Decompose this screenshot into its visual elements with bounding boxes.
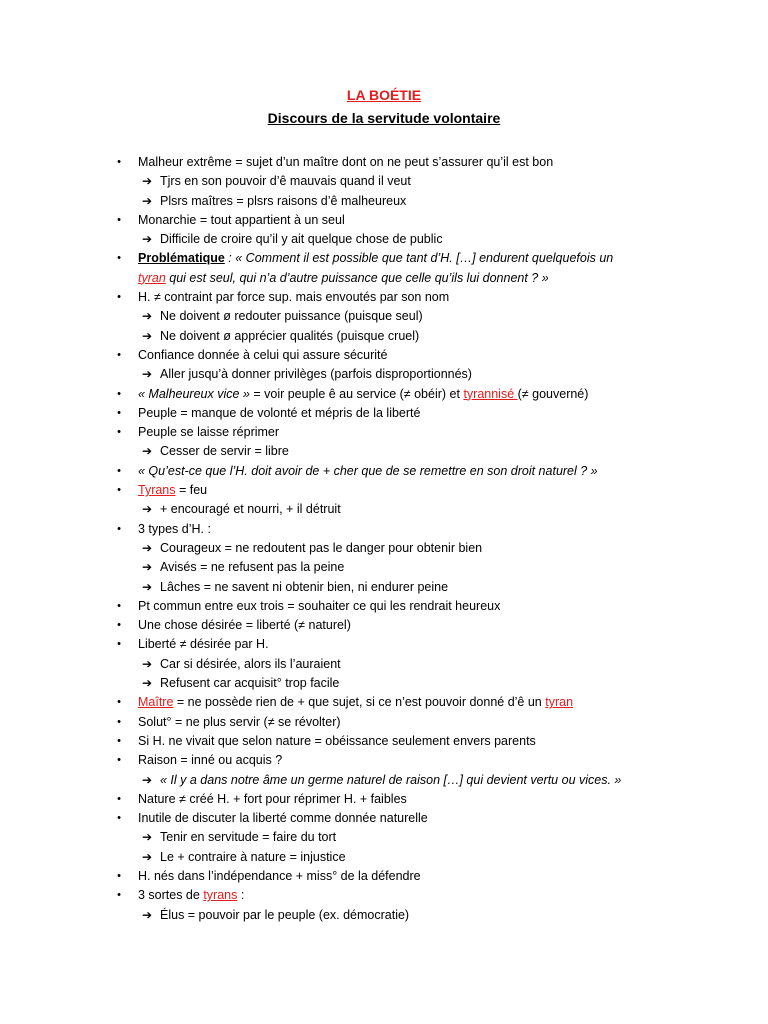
bullet-icon: • (117, 464, 121, 477)
subitem-text: Avisés = ne refusent pas la peine (160, 560, 345, 575)
list-subitem (0, 365, 768, 384)
subitem-text: Ne doivent ø apprécier qualités (puisque cruel) (160, 328, 420, 343)
arrow-right-icon: ➔ (141, 830, 153, 845)
list-subitem (0, 307, 768, 326)
item-text: Confiance donnée à celui qui assure sécurité (138, 347, 388, 362)
subitem-text: Car si désirée, alors ils l’auraient (160, 656, 341, 671)
item-text-part: = feu (175, 483, 208, 498)
item-text: Peuple se laisse réprimer (138, 425, 280, 440)
subitem-text: Courageux = ne redoutent pas le danger pour obtenir bien (160, 540, 483, 555)
item-text-part: = voir peuple ê au service (≠ obéir) et (249, 386, 464, 401)
item-text: H. nés dans l’indépendance + miss° de la défendre (138, 868, 421, 883)
item-text (138, 886, 244, 905)
list-item (0, 867, 768, 886)
list-item (0, 288, 768, 307)
item-text: Si H. ne vivait que selon nature = obéissance seulement envers parents (138, 733, 536, 748)
subitem-text: Élus = pouvoir par le peuple (ex. démocratie) (160, 907, 410, 922)
list-item (0, 751, 768, 770)
list-item (0, 732, 768, 751)
item-text: H. ≠ contraint par force sup. mais envoutés par son nom (138, 290, 450, 305)
arrow-right-icon: ➔ (141, 849, 153, 864)
list-subitem (0, 192, 768, 211)
item-text: 3 types d’H. : (138, 521, 211, 536)
arrow-right-icon: ➔ (141, 907, 153, 922)
arrow-right-icon: ➔ (141, 309, 153, 324)
arrow-right-icon: ➔ (141, 328, 153, 343)
bullet-icon: • (117, 426, 121, 439)
list-item (0, 346, 768, 365)
item-text-part: (≠ gouverné) (517, 386, 589, 401)
arrow-right-icon: ➔ (141, 502, 153, 517)
list-item (0, 713, 768, 732)
bullet-icon: • (117, 156, 121, 168)
quote-text: : « Comment il est possible que tant d’H. […] endurent quelquefois un (224, 251, 614, 266)
keyword-tyran: tyran (138, 270, 166, 285)
notes-list (0, 153, 768, 925)
arrow-right-icon: ➔ (141, 444, 153, 459)
bullet-icon: • (117, 734, 121, 747)
subitem-text: Tjrs en son pouvoir d’ê mauvais quand il veut (160, 174, 411, 189)
item-text (138, 481, 207, 500)
list-subitem (0, 230, 768, 249)
list-item (0, 520, 768, 539)
list-item (0, 481, 768, 500)
list-item (0, 462, 768, 481)
list-item (0, 635, 768, 654)
subitem-text: Aller jusqu’à donner privilèges (parfois disproportionnés) (160, 367, 472, 382)
keyword-tyrans: tyrans (203, 888, 238, 903)
keyword-maitre: Maître (138, 695, 174, 710)
list-item (0, 249, 768, 268)
subitem-text: Lâches = ne savent ni obtenir bien, ni endurer peine (160, 579, 449, 594)
list-item (0, 385, 768, 404)
list-subitem (0, 906, 768, 925)
subitem-text: Plsrs maîtres = plsrs raisons d’ê malheureux (160, 193, 407, 208)
item-text (138, 249, 613, 268)
bullet-icon: • (117, 754, 121, 767)
item-text: Pt commun entre eux trois = souhaiter ce qui les rendrait heureux (138, 598, 501, 613)
list-item (0, 693, 768, 712)
list-subitem (0, 442, 768, 461)
document-subtitle: Discours de la servitude volontaire (267, 110, 501, 126)
bullet-icon: • (117, 812, 121, 825)
keyword-tyrannise: tyrannisé (463, 386, 518, 401)
bullet-icon: • (117, 387, 121, 400)
item-text (138, 385, 588, 404)
list-subitem (0, 655, 768, 674)
item-text: Nature ≠ créé H. + fort pour réprimer H. + faibles (138, 791, 407, 806)
item-text: Liberté ≠ désirée par H. (138, 637, 269, 652)
arrow-right-icon: ➔ (141, 772, 153, 787)
list-subitem (0, 771, 768, 790)
arrow-right-icon: ➔ (141, 560, 153, 575)
document-title: LA BOÉTIE (346, 87, 422, 103)
item-text-part: 3 sortes de (138, 888, 204, 903)
item-text: Monarchie = tout appartient à un seul (138, 212, 345, 227)
item-text: Une chose désirée = liberté (≠ naturel) (138, 618, 351, 633)
item-text: Inutile de discuter la liberté comme donnée naturelle (138, 811, 428, 826)
arrow-right-icon: ➔ (141, 676, 153, 691)
subitem-text: Le + contraire à nature = injustice (160, 849, 346, 864)
item-text: Raison = inné ou acquis ? (138, 753, 283, 768)
bullet-icon: • (117, 599, 121, 612)
item-text: Solut° = ne plus servir (≠ se révolter) (138, 714, 341, 729)
subitem-text: Refusent car acquisit° trop facile (160, 676, 340, 691)
keyword-tyran: tyran (545, 695, 574, 710)
arrow-right-icon: ➔ (141, 367, 153, 382)
list-item (0, 404, 768, 423)
arrow-right-icon: ➔ (141, 193, 153, 208)
bullet-icon: • (117, 291, 121, 304)
subitem-text: Ne doivent ø redouter puissance (puisque seul) (160, 309, 423, 324)
bullet-icon: • (117, 252, 121, 265)
list-subitem (0, 828, 768, 847)
bullet-icon: • (117, 696, 121, 709)
list-item (0, 597, 768, 616)
item-text-part: = ne possède rien de + que sujet, si ce n’est pouvoir donné d’ê un (173, 695, 546, 710)
bullet-icon: • (117, 792, 121, 805)
arrow-right-icon: ➔ (141, 656, 153, 671)
list-item (0, 423, 768, 442)
bullet-icon: • (117, 406, 121, 419)
bullet-icon: • (117, 484, 121, 497)
subitem-text: Cesser de servir = libre (160, 444, 289, 459)
quote-text: « Malheureux vice » (138, 386, 250, 401)
list-subitem (0, 558, 768, 577)
list-subitem (0, 674, 768, 693)
list-subitem (0, 848, 768, 867)
list-item (0, 211, 768, 230)
bullet-icon: • (117, 348, 121, 361)
quote-text: qui est seul, qui n’a d’autre puissance que celle qu’ils lui donnent ? » (165, 270, 549, 285)
list-subitem (0, 578, 768, 597)
subitem-text: Difficile de croire qu’il y ait quelque chose de public (160, 232, 443, 247)
list-item (0, 886, 768, 905)
bullet-icon: • (117, 522, 121, 535)
subitem-text: Tenir en servitude = faire du tort (160, 830, 337, 845)
list-item-continuation (0, 269, 768, 288)
arrow-right-icon: ➔ (141, 174, 153, 189)
list-item (0, 790, 768, 809)
list-item (0, 616, 768, 635)
list-item (0, 809, 768, 828)
item-text-part: : (237, 888, 245, 903)
list-subitem (0, 500, 768, 519)
arrow-right-icon: ➔ (141, 232, 153, 247)
bullet-icon: • (117, 638, 121, 651)
item-text (138, 693, 573, 712)
bullet-icon: • (117, 213, 121, 226)
list-item (0, 153, 768, 172)
list-subitem (0, 327, 768, 346)
bullet-icon: • (117, 889, 121, 902)
list-subitem (0, 539, 768, 558)
arrow-right-icon: ➔ (141, 579, 153, 594)
quote-text: « Il y a dans notre âme un germe naturel de raison […] qui devient vertu ou vices. » (160, 772, 622, 787)
bullet-icon: • (117, 869, 121, 882)
item-text (138, 269, 549, 288)
list-subitem (0, 172, 768, 191)
item-text: Peuple = manque de volonté et mépris de la liberté (138, 405, 421, 420)
problematique-label: Problématique (138, 251, 225, 266)
quote-text: « Qu’est-ce que l’H. doit avoir de + cher que de se remettre en son droit naturel ? » (138, 463, 598, 478)
item-text: Malheur extrême = sujet d’un maître dont on ne peut s’assurer qu’il est bon (138, 155, 554, 169)
bullet-icon: • (117, 715, 121, 728)
subitem-text: + encouragé et nourri, + il détruit (160, 502, 341, 517)
keyword-tyrans: Tyrans (138, 483, 176, 498)
arrow-right-icon: ➔ (141, 540, 153, 555)
bullet-icon: • (117, 619, 121, 632)
